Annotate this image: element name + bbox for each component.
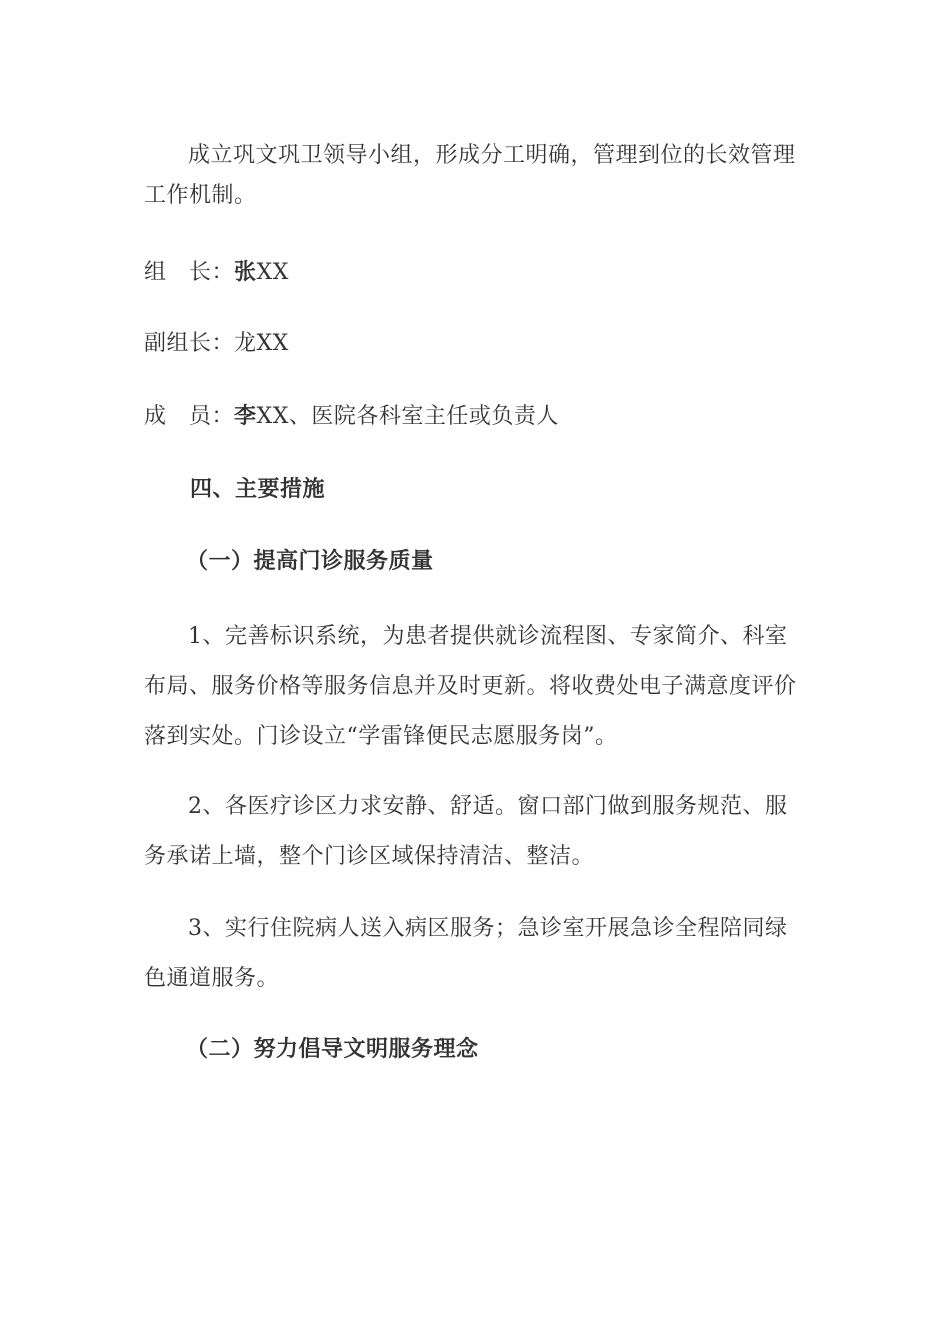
deputy-name: 龙XX (234, 331, 289, 356)
leader-suffix: XX (256, 260, 289, 285)
members-rest: XX、医院各科室主任或负责人 (256, 404, 559, 429)
deputy-label: 副组长： (144, 331, 235, 356)
members-label: 成 员： (144, 404, 235, 429)
measure-item-2: 2、各医疗诊区力求安静、舒适。窗口部门做到服务规范、服务承诺上墙，整个门诊区域保持清洁、整洁。 (144, 794, 788, 869)
leader-line (144, 252, 808, 293)
deputy-line (144, 324, 808, 364)
intro-paragraph: 成立巩文巩卫领导小组，形成分工明确，管理到位的长效管理工作机制。 (144, 143, 796, 208)
measure-item-1: 1、完善标识系统，为患者提供就诊流程图、专家简介、科室布局、服务价格等服务信息并及时更新。将收费处电子满意度评价落到实处。门诊设立“学雷锋便民志愿服务岗”。 (144, 624, 797, 749)
subsection-heading-two: （二）努力倡导文明服务理念 (186, 1037, 479, 1062)
members-line (144, 396, 808, 437)
leader-surname: 张 (234, 259, 257, 285)
members-surname: 李 (234, 403, 257, 429)
measure-item-3: 3、实行住院病人送入病区服务；急诊室开展急诊全程陪同绿色通道服务。 (144, 916, 788, 991)
subsection-heading-one: （一）提高门诊服务质量 (186, 549, 434, 574)
leader-label: 组 长： (144, 260, 235, 285)
section-heading-four: 四、主要措施 (190, 477, 326, 502)
